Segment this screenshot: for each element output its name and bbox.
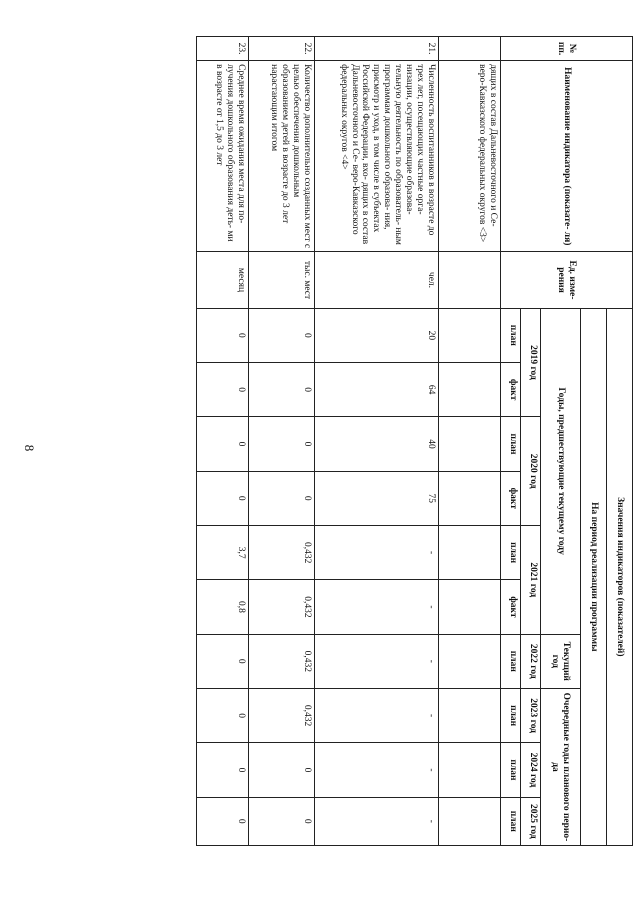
value-cell: 0,432 [249,688,315,742]
value-cell: 0,432 [249,580,315,634]
row-number: 21. [315,37,439,61]
value-cell [439,525,501,579]
plan-header: план [501,308,521,362]
year-header: 2023 год [521,688,541,742]
indicator-name: Количество дополнительно созданных мест с целью обеспечения дошкольным образованием детей в возрасте до 3 лет нарастающим итогом [249,61,315,252]
table-row [315,37,439,846]
value-cell [439,362,501,416]
indicator-name: Среднее время ожидания места для по- лучения дошкольного образования деть- ми в возрасте от 1,5 до 3 лет [197,61,249,252]
value-cell: 0 [197,471,249,525]
value-cell: 40 [315,417,439,471]
indicator-name: дящих в состав Дальневосточного и Се- веро-Кавказского федеральных округов <3> [439,61,501,252]
plan-header: план [501,743,521,797]
value-cell: - [315,580,439,634]
plan-header: план [501,525,521,579]
value-cell [439,308,501,362]
values-title: Значения индикаторов (показателей) [607,308,633,845]
value-cell: 0,432 [249,634,315,688]
year-header: 2024 год [521,743,541,797]
indicator-unit: месяц [197,252,249,308]
value-cell: 3,7 [197,525,249,579]
plan-header: план [501,797,521,845]
year-header: 2020 год [521,417,541,526]
col-name-header: Наименование индикатора (показате- ля) [501,61,633,252]
value-cell [439,471,501,525]
value-cell [439,688,501,742]
indicators-table [196,36,633,846]
value-cell: 0 [197,362,249,416]
value-cell: - [315,525,439,579]
value-cell: 0 [249,362,315,416]
period-title: На период реализации программы [581,308,607,845]
col-unit-header: Ед. изме- рения [501,252,633,308]
value-cell [439,634,501,688]
value-cell: 0 [197,308,249,362]
value-cell: 0 [197,743,249,797]
value-cell: 0,432 [249,525,315,579]
planned-years-header: Очередные годы планового перио- да [541,688,581,845]
table-row [197,37,249,846]
plan-header: план [501,634,521,688]
indicator-unit: чел. [315,252,439,308]
value-cell: 0 [249,471,315,525]
page-number: 8 [22,444,37,452]
value-cell: - [315,634,439,688]
value-cell: 20 [315,308,439,362]
table-row [249,37,315,846]
value-cell: 0 [197,797,249,845]
col-no-header: № пп. [501,37,633,61]
value-cell: 0 [197,688,249,742]
value-cell [439,743,501,797]
indicator-name: Численность воспитанников в возрасте до трех лет, посещающих частные орга- низации, осуществляющие образова- тельную деятельность по образователь- ным программам дошкольного образова- ния, присмотр и уход, в том числе в субъектах Российской Федерации, вхо- дящих в состав Дальневосточного и Се- веро-Кавказского федеральных округов <4> [315,61,439,252]
value-cell: 0 [197,634,249,688]
value-cell [439,417,501,471]
year-header: 2021 год [521,525,541,634]
value-cell: 0,8 [197,580,249,634]
fact-header: факт [501,471,521,525]
year-header: 2025 год [521,797,541,845]
value-cell: - [315,797,439,845]
current-year-header: Текущий год [541,634,581,688]
plan-header: план [501,688,521,742]
value-cell: 64 [315,362,439,416]
prev-years-header: Годы, предшествующие текущему году [541,308,581,634]
year-header: 2022 год [521,634,541,688]
fact-header: факт [501,580,521,634]
indicator-unit: тыс. мест [249,252,315,308]
value-cell: 0 [249,797,315,845]
table-row [439,37,501,846]
fact-header: факт [501,362,521,416]
landscape-table-wrapper [93,36,633,846]
indicator-unit [439,252,501,308]
value-cell: - [315,688,439,742]
value-cell: 0 [249,417,315,471]
value-cell: 0 [249,308,315,362]
value-cell: 75 [315,471,439,525]
value-cell: - [315,743,439,797]
value-cell [439,580,501,634]
row-number: 22. [249,37,315,61]
plan-header: план [501,417,521,471]
row-number [439,37,501,61]
row-number: 23. [197,37,249,61]
year-header: 2019 год [521,308,541,417]
value-cell: 0 [197,417,249,471]
value-cell: 0 [249,743,315,797]
value-cell [439,797,501,845]
